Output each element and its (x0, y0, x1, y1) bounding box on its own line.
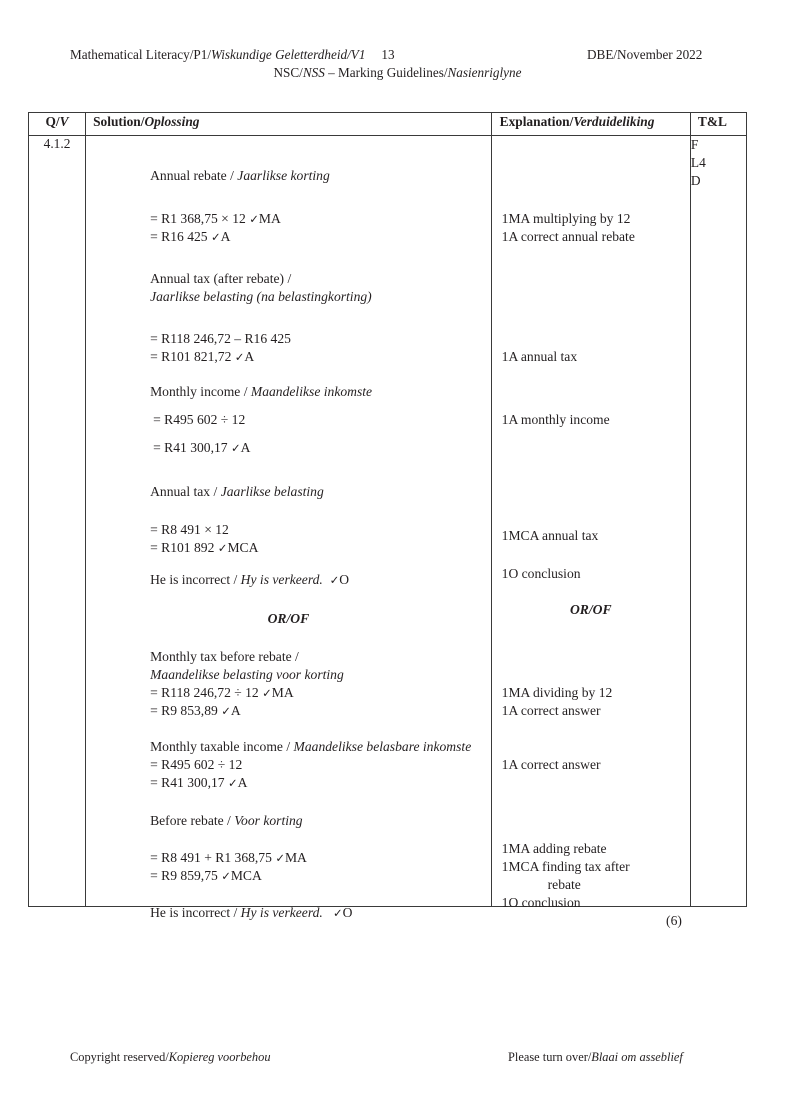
column-header-explanation (491, 113, 690, 136)
solution-text: = R41 300,17 (153, 440, 231, 455)
solution-line (150, 813, 303, 828)
solution-line (150, 540, 258, 556)
header-line-2 (0, 64, 787, 82)
solution-text: = R495 602 ÷ 12 (153, 412, 246, 427)
solution-line (150, 572, 349, 588)
footer-copyright-italic: Kopiereg voorbehou (168, 1050, 271, 1064)
solution-text: He is incorrect / (150, 572, 241, 587)
solution-line (150, 168, 330, 183)
or-label-plain: OR/ (569, 602, 593, 617)
header-nasienriglyne-italic: Nasienriglyne (447, 65, 522, 80)
solution-line (150, 211, 281, 227)
mark-code: O (339, 572, 350, 587)
header-subject (70, 46, 395, 64)
mark-code: A (240, 440, 251, 455)
solution-line (150, 229, 230, 245)
solution-text: = R8 491 + R1 368,75 (150, 850, 276, 865)
solution-text-afrikaans: Jaarlikse belasting (na belastingkorting) (150, 289, 372, 304)
solution-line (150, 905, 352, 921)
solution-text: = R9 859,75 (150, 868, 222, 883)
explanation-line: rebate (547, 877, 581, 892)
solution-line (150, 484, 324, 499)
solution-text: = R41 300,17 (150, 775, 228, 790)
solution-line (150, 850, 307, 866)
explanation-line: 1MA adding rebate (501, 841, 607, 856)
solution-line (150, 384, 372, 399)
explanation-line: 1MCA annual tax (501, 528, 599, 543)
header-line-1 (0, 46, 787, 64)
mark-code: MCA (227, 540, 259, 555)
taxonomy-code: D (690, 173, 701, 188)
explanation-line: 1A monthly income (501, 412, 610, 427)
footer-turn-over (508, 1049, 683, 1065)
solution-line (150, 649, 299, 664)
solution-text-afrikaans: Jaarlikse belasting (220, 484, 324, 499)
mark-code: MCA (230, 868, 262, 883)
column-header-taxonomy-plain: T&L (697, 114, 727, 129)
question-number-cell: 4.1.2 (29, 136, 86, 907)
footer-turn-over-plain: Please turn over/ (508, 1050, 592, 1064)
header-nss-italic: NSS (302, 65, 325, 80)
checkmark-icon: ✓ (234, 350, 245, 364)
column-header-solution (86, 113, 492, 136)
solution-line (150, 331, 291, 346)
header-page-number: 13 (381, 47, 395, 62)
taxonomy-code: L4 (690, 155, 706, 170)
taxonomy-cell (690, 136, 746, 907)
solution-line (150, 271, 291, 286)
checkmark-icon: ✓ (333, 906, 343, 920)
solution-text: = R9 853,89 (150, 703, 222, 718)
solution-body (86, 136, 491, 920)
solution-text: He is incorrect / (150, 905, 241, 920)
header-nsc-plain: NSC/ (273, 65, 303, 80)
checkmark-icon: ✓ (329, 573, 340, 587)
solution-text: Monthly income / (150, 384, 251, 399)
mark-code: A (237, 775, 248, 790)
footer-turn-over-italic: Blaai om asseblief (591, 1050, 683, 1064)
solution-text: Annual rebate / (150, 168, 238, 183)
solution-text: Annual tax / (150, 484, 221, 499)
explanation-line: 1MA multiplying by 12 (501, 211, 631, 226)
explanation-line: 1A correct answer (501, 757, 601, 772)
taxonomy-code: F (690, 137, 699, 152)
solution-line (150, 667, 344, 682)
mark-code: MA (284, 850, 307, 865)
solution-line (150, 739, 471, 754)
solution-line (150, 757, 242, 772)
marks-total: (6) (666, 913, 682, 928)
spacer (326, 905, 333, 920)
checkmark-icon: ✓ (227, 776, 238, 790)
table-row (29, 136, 747, 907)
solution-line (150, 349, 254, 365)
checkmark-icon: ✓ (230, 441, 241, 455)
solution-text-afrikaans: Voor korting (234, 813, 303, 828)
footer-copyright-plain: Copyright reserved/ (70, 1050, 169, 1064)
solution-cell (86, 136, 492, 920)
taxonomy-list (691, 136, 746, 190)
header-exam-body: DBE/November 2022 (587, 47, 703, 62)
solution-text-afrikaans: Maandelikse inkomste (250, 384, 373, 399)
header-subject-plain: Mathematical Literacy/P1/ (70, 47, 211, 62)
checkmark-icon: ✓ (262, 686, 272, 700)
or-label-italic: OF (290, 611, 310, 626)
checkmark-icon: ✓ (221, 869, 231, 883)
column-header-solution-plain: Solution/ (93, 114, 145, 129)
solution-text-afrikaans: Maandelikse belasbare inkomste (293, 739, 472, 754)
solution-text-afrikaans: Hy is verkeerd. (240, 572, 323, 587)
solution-text: = R16 425 (150, 229, 211, 244)
solution-text: Before rebate / (150, 813, 235, 828)
checkmark-icon: ✓ (249, 212, 259, 226)
or-separator-explanation (492, 602, 696, 617)
header-marking-guidelines: – Marking Guidelines/ (324, 65, 448, 80)
page-header (0, 46, 787, 82)
explanation-line: 1A annual tax (501, 349, 578, 364)
explanation-line: 1MA dividing by 12 (501, 685, 613, 700)
mark-code: MA (271, 685, 294, 700)
checkmark-icon: ✓ (221, 704, 231, 718)
mark-code: A (230, 703, 241, 718)
mark-code: A (220, 229, 231, 244)
solution-text: Monthly taxable income / (150, 739, 294, 754)
explanation-line: 1A correct annual rebate (501, 229, 635, 244)
solution-text: = R1 368,75 × 12 (150, 211, 250, 226)
column-header-question (29, 113, 86, 136)
footer-copyright (70, 1049, 271, 1065)
solution-line (150, 289, 372, 304)
solution-text: = R118 246,72 – R16 425 (150, 331, 291, 346)
or-label-italic: OF (592, 602, 612, 617)
solution-text: = R101 821,72 (150, 349, 235, 364)
explanation-line: 1O conclusion (501, 895, 581, 910)
solution-line (150, 703, 241, 719)
explanation-cell (491, 136, 690, 928)
checkmark-icon: ✓ (217, 541, 228, 555)
column-header-question-plain: Q/ (45, 114, 60, 129)
solution-text: = R101 892 (150, 540, 218, 555)
marking-guideline-table (28, 112, 747, 928)
column-header-question-italic: V (59, 114, 69, 129)
solution-line (153, 412, 245, 427)
explanation-body (492, 136, 690, 928)
column-header-explanation-plain: Explanation/ (499, 114, 574, 129)
solution-line (150, 868, 262, 884)
column-header-taxonomy (690, 113, 746, 136)
solution-text: Annual tax (after rebate) / (150, 271, 292, 286)
checkmark-icon: ✓ (275, 851, 285, 865)
solution-text: = R8 491 × 12 (150, 522, 229, 537)
or-label-plain: OR/ (267, 611, 291, 626)
solution-text-afrikaans: Jaarlikse korting (237, 168, 330, 183)
solution-text-afrikaans: Maandelikse belasting voor korting (150, 667, 344, 682)
table-header-row (29, 113, 747, 136)
explanation-line: 1A correct answer (501, 703, 601, 718)
solution-line (153, 440, 250, 456)
solution-text: = R495 602 ÷ 12 (150, 757, 243, 772)
solution-text: = R118 246,72 ÷ 12 (150, 685, 263, 700)
mark-code: MA (258, 211, 281, 226)
solution-line (150, 685, 294, 701)
solution-line (150, 522, 229, 537)
solution-text: Monthly tax before rebate / (150, 649, 299, 664)
spacer (323, 572, 330, 587)
solution-line (150, 775, 247, 791)
checkmark-icon: ✓ (211, 230, 221, 244)
column-header-explanation-italic: Verduideliking (573, 114, 655, 129)
mark-code: A (244, 349, 255, 364)
column-header-solution-italic: Oplossing (144, 114, 200, 129)
explanation-line: 1MCA finding tax after (501, 859, 630, 874)
explanation-line: 1O conclusion (501, 566, 581, 581)
or-separator-solution (86, 611, 491, 626)
solution-text-afrikaans: Hy is verkeerd. (240, 905, 327, 920)
header-subject-italic: Wiskundige Geletterdheid/V1 (210, 47, 366, 62)
mark-code: O (342, 905, 353, 920)
